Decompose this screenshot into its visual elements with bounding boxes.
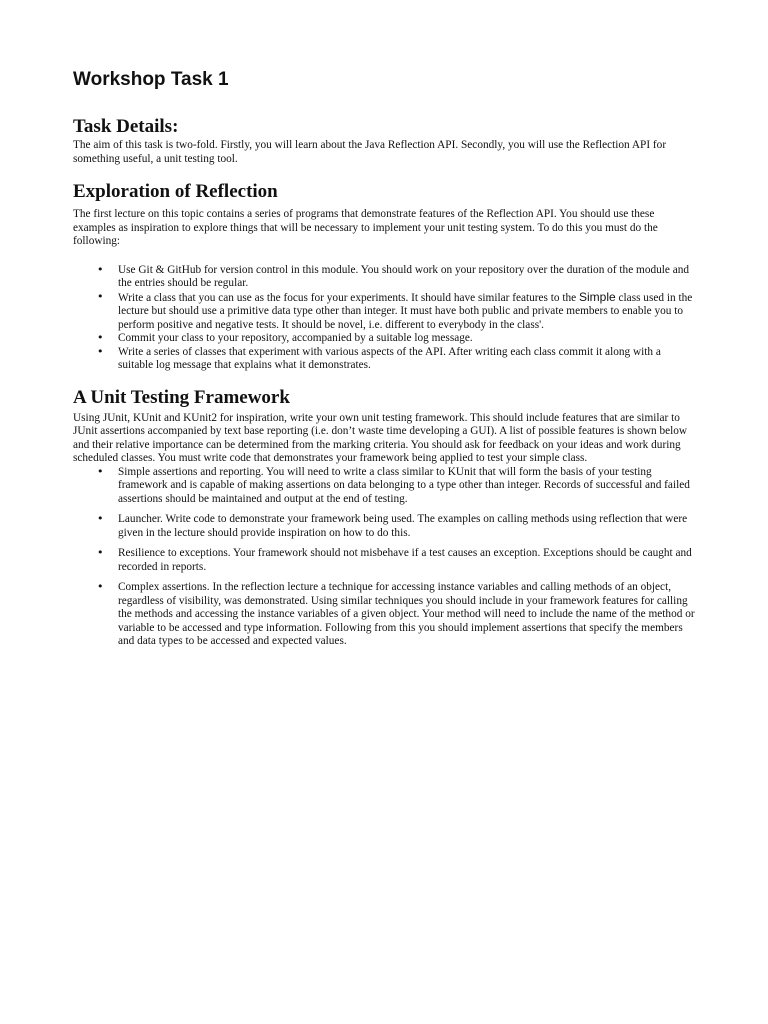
list-item bbox=[73, 547, 698, 574]
list-item-text: Commit your class to your repository, accompanied by a suitable log message. bbox=[118, 332, 473, 344]
section-unit-testing bbox=[73, 387, 698, 649]
bullet-icon: • bbox=[97, 464, 104, 478]
section-heading-exploration: Exploration of Reflection bbox=[73, 181, 278, 202]
bullet-icon: • bbox=[97, 344, 104, 358]
section-heading-unit-testing: A Unit Testing Framework bbox=[73, 386, 290, 408]
list-item-text: Simple assertions and reporting. You will need to write a class similar to KUnit that will form the basis of your testing framework and is capable of making assertions on data belonging to a type other than integer. Records of successful and failed assertions should be maintained and output at the end of testing. bbox=[118, 465, 690, 505]
bullet-icon: • bbox=[97, 546, 104, 559]
list-item-text: Complex assertions. In the reflection lecture a technique for accessing instance variables and calling methods of an object, regardless of visibility, was demonstrated. Using similar techniques you should include in your framework features for calling the methods and accessing the instance variables of a given object. Your method will need to include the name of the method or variable to be accessed and type information. Following from this you should implement assertions that specify the members and data types to be accessed and expected values. bbox=[118, 581, 695, 647]
unit-testing-paragraph: Using JUnit, KUnit and KUnit2 for inspiration, write your own unit testing framework. This should include features that are similar to JUnit assertions accompanied by text base reporting (i.e. don’t waste time developing a GUI). A list of possible features is shown below and their relative importance can be determined from the marking criteria. You should ask for feedback on your ideas and work during scheduled classes. You must write code that demonstrates your framework being applied to test your simple class. bbox=[73, 411, 688, 464]
exploration-list bbox=[73, 264, 698, 373]
bullet-icon: • bbox=[97, 262, 104, 276]
bullet-icon: • bbox=[97, 580, 104, 593]
class-name-code: Simple bbox=[579, 289, 616, 304]
document-title: Workshop Task 1 bbox=[73, 69, 229, 90]
unit-testing-list bbox=[73, 466, 698, 649]
list-item bbox=[73, 291, 698, 333]
bullet-icon: • bbox=[97, 331, 104, 344]
list-item bbox=[73, 332, 698, 346]
list-item bbox=[73, 264, 698, 291]
section-exploration bbox=[73, 181, 698, 373]
list-item bbox=[73, 581, 698, 649]
section-heading-task-details: Task Details: bbox=[73, 116, 179, 137]
task-details-paragraph: The aim of this task is two-fold. Firstly, you will learn about the Java Reflection API. Secondly, you will use the Reflection API for something useful, a unit testing tool. bbox=[73, 139, 667, 165]
list-item-text: Write a series of classes that experiment with various aspects of the API. After writing each class commit it along with a suitable log message that explains what it demonstrates. bbox=[118, 345, 661, 371]
section-task-details bbox=[73, 116, 698, 166]
list-item bbox=[73, 513, 698, 540]
list-item-text: class used in the lecture but should use a primitive data type other than integer. It must have both public and private members to enable you to perform positive and negative tests. It should be novel, i.e. different to everybody in the class'. bbox=[118, 291, 693, 331]
list-item-text: Write a class that you can use as the focus for your experiments. It should have similar features to the bbox=[118, 291, 580, 304]
bullet-icon: • bbox=[97, 512, 104, 525]
document-body bbox=[73, 68, 698, 656]
exploration-paragraph: The first lecture on this topic contains a series of programs that demonstrate features of the Reflection API. You should use these examples as inspiration to explore things that will be necessary to implement your unit testing system. To do this you must do the following: bbox=[73, 208, 658, 247]
list-item-text: Launcher. Write code to demonstrate your framework being used. The examples on calling methods using reflection that were given in the lecture should provide inspiration on how to do this. bbox=[118, 513, 688, 539]
list-item bbox=[73, 466, 698, 507]
bullet-icon: • bbox=[97, 289, 104, 303]
list-item bbox=[73, 346, 698, 373]
list-item-text: Resilience to exceptions. Your framework should not misbehave if a test causes an exception. Exceptions should be caught and recorded in reports. bbox=[118, 547, 692, 573]
list-item-text: Use Git & GitHub for version control in this module. You should work on your repository over the duration of the module and the entries should be regular. bbox=[118, 263, 690, 289]
